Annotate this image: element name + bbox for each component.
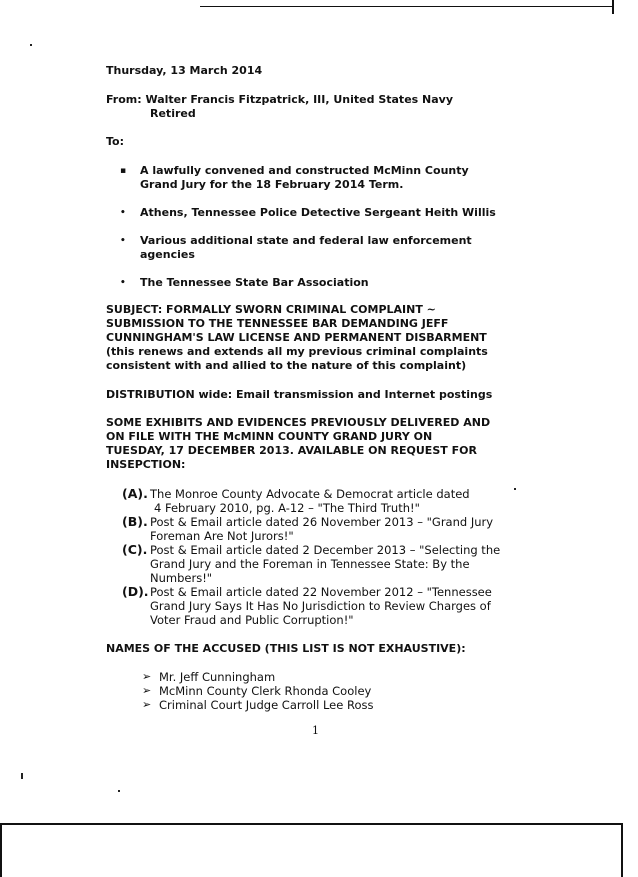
recipient-text: Various additional state and federal law enforcement xyxy=(140,234,472,247)
scan-bottom-border xyxy=(0,823,622,825)
bullet-icon: • xyxy=(120,278,126,288)
exhibits-heading-line: ON FILE WITH THE McMINN COUNTY GRAND JURY ON xyxy=(106,430,433,443)
subject-block xyxy=(106,303,488,373)
exhibit-label: (C). xyxy=(122,542,148,557)
scan-speck xyxy=(30,44,32,46)
from-line xyxy=(106,93,453,121)
exhibit-label: (A). xyxy=(122,486,148,501)
exhibit-text: Grand Jury Says It Has No Jurisdiction to Review Charges of xyxy=(150,599,491,613)
exhibit-text: Voter Fraud and Public Corruption!" xyxy=(150,613,354,627)
accused-heading: NAMES OF THE ACCUSED (THIS LIST IS NOT EXHAUSTIVE): xyxy=(106,642,466,655)
subject-line: CUNNINGHAM'S LAW LICENSE AND PERMANENT DISBARMENT xyxy=(106,331,487,344)
recipient-item xyxy=(120,234,520,262)
exhibit-item xyxy=(122,585,532,627)
scan-top-border xyxy=(200,6,612,7)
exhibits-heading xyxy=(106,416,490,472)
subject-line: consistent with and allied to the nature of this complaint) xyxy=(106,359,467,372)
arrow-bullet-icon: ➢ xyxy=(142,698,152,711)
exhibit-text: Grand Jury and the Foreman in Tennessee State: By the xyxy=(150,557,470,571)
subject-line: SUBMISSION TO THE TENNESSEE BAR DEMANDING JEFF xyxy=(106,317,449,330)
accused-item xyxy=(142,698,522,712)
accused-name: Mr. Jeff Cunningham xyxy=(159,670,276,684)
recipient-text: Athens, Tennessee Police Detective Sergeant Heith Willis xyxy=(140,206,496,219)
bullet-icon: • xyxy=(120,236,126,246)
scan-speck xyxy=(21,773,23,779)
scan-left-edge xyxy=(0,823,2,877)
accused-name: Criminal Court Judge Carroll Lee Ross xyxy=(159,698,374,712)
exhibit-label: (B). xyxy=(122,514,148,529)
exhibit-text: Post & Email article dated 2 December 2013 – "Selecting the xyxy=(150,543,501,557)
scan-right-edge xyxy=(621,823,623,877)
arrow-bullet-icon: ➢ xyxy=(142,670,152,683)
from-line-2: Retired xyxy=(150,107,196,120)
to-label: To: xyxy=(106,135,124,148)
accused-item xyxy=(142,684,522,698)
distribution-line: DISTRIBUTION wide: Email transmission and Internet postings xyxy=(106,388,493,401)
subject-line: SUBJECT: FORMALLY SWORN CRIMINAL COMPLAINT ~ xyxy=(106,303,436,316)
accused-list xyxy=(142,670,522,712)
exhibit-text: Post & Email article dated 26 November 2013 – "Grand Jury xyxy=(150,515,494,529)
exhibits-heading-line: INSEPCTION: xyxy=(106,458,186,471)
recipient-item xyxy=(120,206,520,220)
exhibit-item xyxy=(122,487,532,515)
recipient-item xyxy=(120,276,520,290)
scan-speck xyxy=(118,790,120,792)
recipient-item xyxy=(120,164,520,192)
recipient-text: Grand Jury for the 18 February 2014 Term. xyxy=(140,178,404,191)
exhibit-text: The Monroe County Advocate & Democrat article dated xyxy=(150,487,470,501)
subject-line: (this renews and extends all my previous criminal complaints xyxy=(106,345,488,358)
bullet-icon: ▪ xyxy=(120,166,127,176)
accused-name: McMinn County Clerk Rhonda Cooley xyxy=(159,684,372,698)
exhibit-item xyxy=(122,515,532,543)
scan-top-right-edge xyxy=(612,0,614,14)
recipient-text: A lawfully convened and constructed McMinn County xyxy=(140,164,469,177)
from-line-1: From: Walter Francis Fitzpatrick, III, United States Navy xyxy=(106,93,453,106)
exhibit-text: Foreman Are Not Jurors!" xyxy=(150,529,294,543)
exhibit-item xyxy=(122,543,532,585)
exhibit-label: (D). xyxy=(122,584,149,599)
exhibit-text: Numbers!" xyxy=(150,571,213,585)
recipient-text: agencies xyxy=(140,248,195,261)
exhibits-heading-line: SOME EXHIBITS AND EVIDENCES PREVIOUSLY DELIVERED AND xyxy=(106,416,491,429)
exhibit-list xyxy=(122,487,532,627)
recipient-text: The Tennessee State Bar Association xyxy=(140,276,369,289)
exhibit-text: Post & Email article dated 22 November 2012 – "Tennessee xyxy=(150,585,492,599)
bullet-icon: • xyxy=(120,208,126,218)
recipient-list xyxy=(120,164,520,290)
date-line: Thursday, 13 March 2014 xyxy=(106,64,263,77)
exhibits-heading-line: TUESDAY, 17 DECEMBER 2013. AVAILABLE ON REQUEST FOR xyxy=(106,444,477,457)
page-number: 1 xyxy=(312,724,319,737)
accused-item xyxy=(142,670,522,684)
exhibit-text: 4 February 2010, pg. A-12 – "The Third Truth!" xyxy=(154,501,420,515)
arrow-bullet-icon: ➢ xyxy=(142,684,152,697)
